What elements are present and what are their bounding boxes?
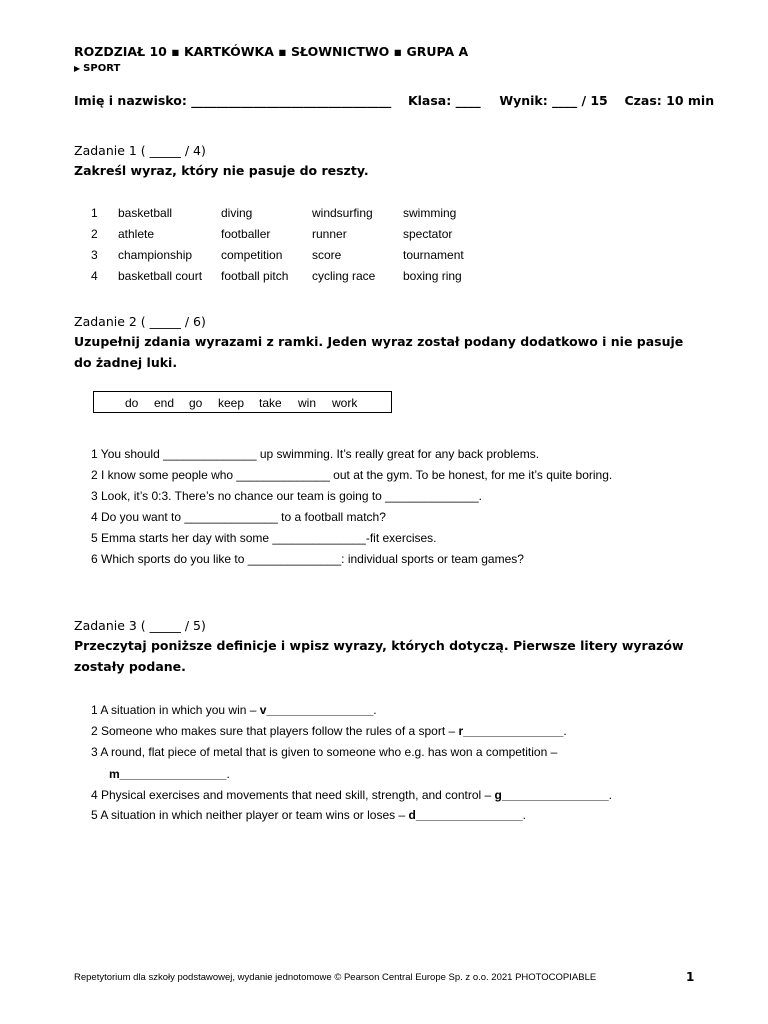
task3-item bbox=[91, 808, 526, 822]
word-option: footballer bbox=[221, 227, 271, 241]
task1-instruction: Zakreśl wyraz, który nie pasuje do reszty. bbox=[74, 163, 369, 178]
word-box bbox=[93, 391, 392, 413]
time-label: Czas: 10 min bbox=[624, 93, 715, 108]
box-word: end bbox=[154, 396, 175, 410]
task3-item bbox=[91, 745, 557, 759]
task3-heading: Zadanie 3 ( _____ / 5) bbox=[74, 618, 206, 633]
word-option: basketball bbox=[118, 206, 173, 220]
item-end: . bbox=[373, 703, 377, 717]
row-number: 1 bbox=[91, 206, 98, 220]
worksheet-subtitle bbox=[74, 63, 120, 74]
task2-heading: Zadanie 2 ( _____ / 6) bbox=[74, 314, 206, 329]
score-field-label: Wynik: ____ / 15 bbox=[499, 93, 608, 108]
word-option: boxing ring bbox=[403, 269, 462, 283]
task3-item bbox=[91, 788, 612, 802]
word-option: tournament bbox=[403, 248, 464, 262]
box-word: take bbox=[259, 396, 282, 410]
class-field-label: Klasa: ____ bbox=[407, 93, 481, 108]
word-option: basketball court bbox=[118, 269, 203, 283]
footer-text: Repetytorium dla szkoły podstawowej, wydanie jednotomowe © Pearson Central Europe Sp. z o.o. 2021 PHOTOCOPIABLE bbox=[74, 972, 597, 983]
word-option: score bbox=[312, 248, 342, 262]
definition-text: 1 A situation in which you win – bbox=[91, 703, 260, 717]
worksheet-title: ROZDZIAŁ 10 ▪ KARTKÓWKA ▪ SŁOWNICTWO ▪ GRUPA A bbox=[74, 44, 469, 59]
page-number: 1 bbox=[686, 970, 695, 984]
task1-row bbox=[91, 227, 511, 245]
task3-item-continuation bbox=[109, 767, 230, 781]
word-option: championship bbox=[118, 248, 193, 262]
word-option: windsurfing bbox=[312, 206, 373, 220]
task1-row bbox=[91, 269, 511, 287]
student-info-line bbox=[74, 93, 714, 108]
task1-row bbox=[91, 248, 511, 266]
row-number: 4 bbox=[91, 269, 98, 283]
name-field-label: Imię i nazwisko: ________________________________ bbox=[74, 93, 392, 108]
definition-text: 5 A situation in which neither player or team wins or loses – bbox=[91, 808, 409, 822]
box-word: keep bbox=[218, 396, 245, 410]
answer-blank: m________________ bbox=[109, 767, 227, 781]
subtitle-text: SPORT bbox=[83, 63, 121, 74]
task1-table bbox=[91, 206, 511, 290]
task2-sentence: 5 Emma starts her day with some ______________-fit exercises. bbox=[91, 531, 437, 545]
answer-blank: r_______________ bbox=[458, 724, 564, 738]
box-word: go bbox=[189, 396, 203, 410]
task2-sentence: 6 Which sports do you like to ______________: individual sports or team games? bbox=[91, 552, 524, 566]
triangle-bullet-icon: ▶ bbox=[74, 64, 81, 73]
word-option: runner bbox=[312, 227, 347, 241]
word-option: cycling race bbox=[312, 269, 376, 283]
box-word: do bbox=[125, 396, 139, 410]
task1-row bbox=[91, 206, 511, 224]
task2-instruction: Uzupełnij zdania wyrazami z ramki. Jeden wyraz został podany dodatkowo i nie pasuje do żadnej luki. bbox=[74, 334, 684, 370]
item-end: . bbox=[563, 724, 567, 738]
box-word: work bbox=[332, 396, 358, 410]
item-end: . bbox=[608, 788, 613, 802]
task3-instruction: Przeczytaj poniższe definicje i wpisz wyrazy, których dotyczą. Pierwsze litery wyrazów zostały podane. bbox=[74, 638, 684, 674]
answer-blank: g________________ bbox=[494, 788, 609, 802]
definition-text: 2 Someone who makes sure that players follow the rules of a sport – bbox=[91, 724, 459, 738]
box-word: win bbox=[298, 396, 317, 410]
task3-item bbox=[91, 724, 567, 738]
word-option: diving bbox=[221, 206, 253, 220]
task2-sentence: 4 Do you want to ______________ to a football match? bbox=[91, 510, 386, 524]
word-option: athlete bbox=[118, 227, 155, 241]
row-number: 2 bbox=[91, 227, 98, 241]
word-option: football pitch bbox=[221, 269, 289, 283]
task2-sentence: 2 I know some people who ______________ out at the gym. To be honest, for me it’s quite boring. bbox=[91, 468, 613, 482]
word-option: swimming bbox=[403, 206, 457, 220]
item-end: . bbox=[522, 808, 526, 822]
answer-blank: d________________ bbox=[408, 808, 523, 822]
word-option: competition bbox=[221, 248, 283, 262]
task2-sentence: 1 You should ______________ up swimming. It’s really great for any back problems. bbox=[91, 447, 540, 461]
answer-blank: v________________ bbox=[259, 703, 374, 717]
word-option: spectator bbox=[403, 227, 453, 241]
task1-heading: Zadanie 1 ( _____ / 4) bbox=[74, 143, 206, 158]
definition-text: 3 A round, flat piece of metal that is given to someone who e.g. has won a competition – bbox=[91, 745, 558, 759]
task3-item bbox=[91, 703, 377, 717]
definition-text: 4 Physical exercises and movements that need skill, strength, and control – bbox=[91, 788, 495, 802]
row-number: 3 bbox=[91, 248, 98, 262]
task2-sentence: 3 Look, it’s 0:3. There’s no chance our team is going to ______________. bbox=[91, 489, 482, 503]
item-end: . bbox=[226, 767, 230, 781]
